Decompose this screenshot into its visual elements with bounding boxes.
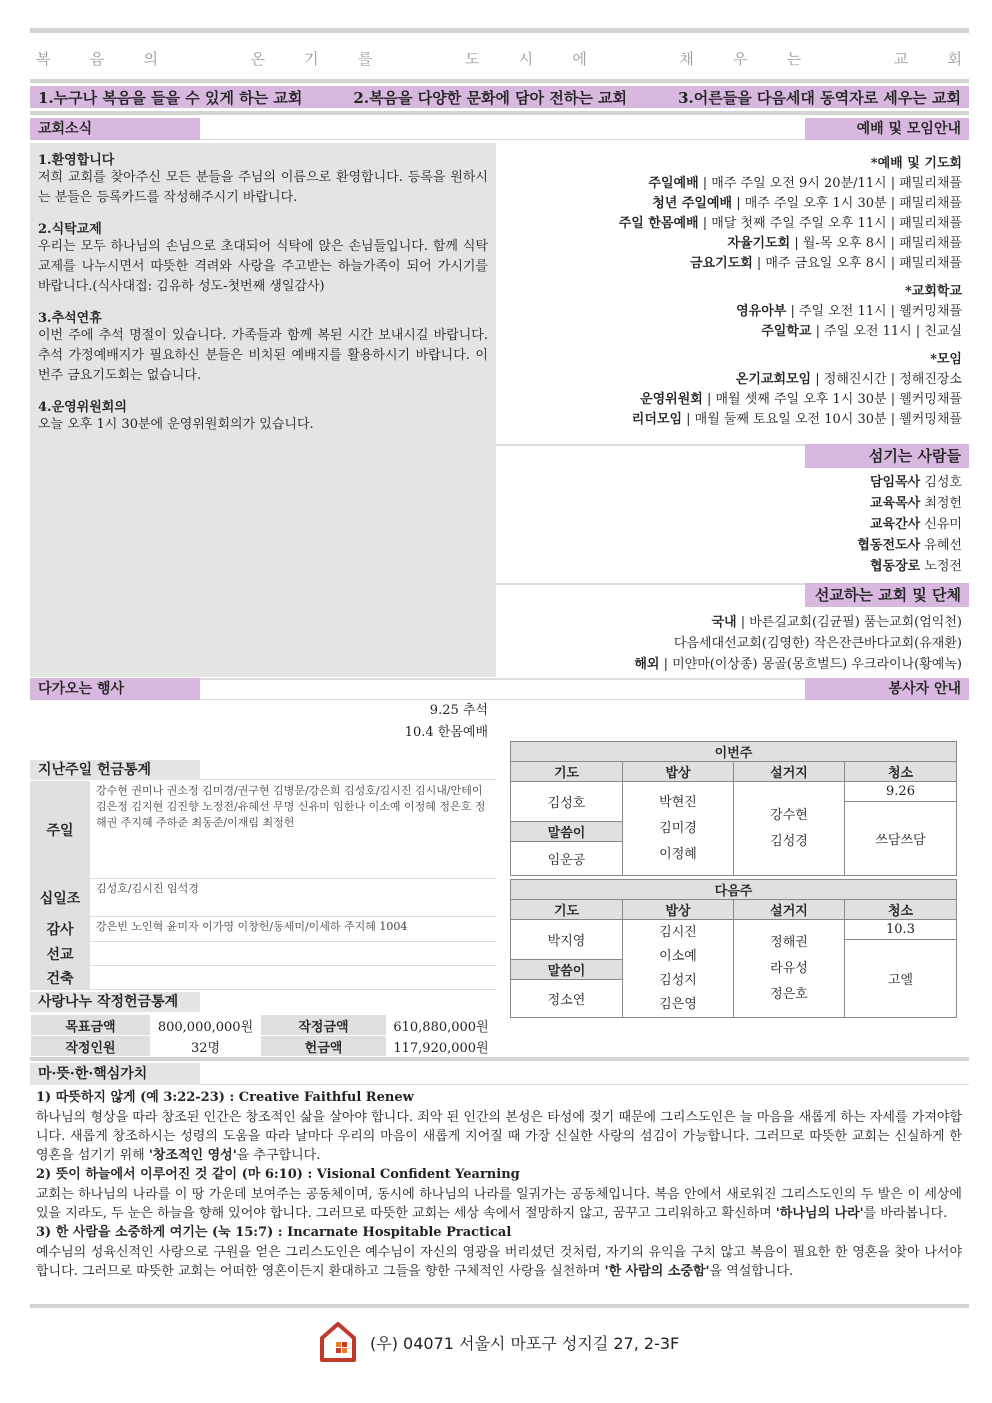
next-week-caption: 다음주 — [511, 880, 957, 900]
missions-title: 선교하는 교회 및 단체 — [805, 583, 969, 607]
col-clean: 청소 — [845, 762, 957, 782]
pledge-title: 사랑나누 작정헌금통계 — [30, 992, 200, 1012]
offering-names: 강수현 권미나 권소정 김미경/권구현 김병문/강은희 김성호/김시진 김시내/안테이 김은정 김지현 김진향 노정전/유혜선 무명 신유미 임한나 이소예 이정혜 정은호 정해권 주지혜 주하준 최동준/이재림 최정헌 — [96, 784, 486, 829]
footer-address: (우) 04071 서울시 마포구 성지길 27, 2-3F — [370, 1334, 680, 1353]
worship-name: 주일 한몸예배 — [618, 216, 699, 231]
mission-bottom-divider — [30, 111, 969, 115]
offering-names — [90, 966, 496, 989]
offering-label: 건축 — [30, 966, 90, 989]
worship-row — [500, 254, 962, 274]
servant-row — [500, 472, 962, 493]
mission-top-divider — [30, 79, 969, 83]
worship-name: 주일학교 — [761, 324, 812, 339]
value-text: 을 역설합니다. — [709, 1264, 794, 1279]
value-body — [36, 1243, 962, 1281]
news-title: 교회소식 — [30, 118, 200, 140]
table-persons: 박현진 김미경 이정혜 — [623, 782, 734, 876]
worship-category: *예배 및 기도회 — [870, 156, 962, 171]
clean-date: 10.3 — [845, 920, 957, 940]
col-dish: 설거지 — [734, 900, 845, 920]
offering-title: 지난주일 헌금통계 — [30, 760, 200, 780]
col-table: 밥상 — [623, 762, 734, 782]
domestic-label: 국내 — [711, 615, 737, 630]
news-item-body: 저희 교회를 찾아주신 모든 분들을 주님의 이름으로 환영합니다. 등록을 원하시는 분들은 등록카드를 작성해주시기 바랍니다. — [38, 170, 488, 205]
value-text: 을 추구합니다. — [236, 1148, 321, 1163]
motto-char: 도 — [464, 50, 482, 68]
events-list — [300, 700, 488, 744]
servant-name: 노정전 — [920, 559, 962, 574]
pledge-current-label: 헌금액 — [261, 1036, 387, 1057]
dish-persons: 강수현 김성경 — [734, 782, 845, 876]
servant-row — [500, 514, 962, 535]
domestic-line-2: 다음세대선교회(김영한) 작은잔큰바다교회(유재환) — [673, 636, 962, 651]
motto-char: 교 — [893, 50, 911, 68]
church-logo-icon — [318, 1320, 358, 1364]
worship-detail: | 주일 오전 11시 | 친교실 — [811, 324, 962, 339]
servant-role: 담임목사 — [869, 475, 921, 490]
col-prayer: 기도 — [511, 762, 623, 782]
value-body — [36, 1185, 962, 1223]
offering-names: 강은빈 노인혁 윤미자 이가영 이창헌/동세미/이세하 주지혜 1004 — [96, 920, 408, 933]
pledge-people-label: 작정인원 — [31, 1036, 151, 1057]
dish-persons: 정해권 라유성 정은호 — [734, 920, 845, 1018]
word-label: 말씀이 — [511, 960, 623, 980]
clean-team: 쓰담쓰담 — [845, 802, 957, 876]
servant-role: 교육목사 — [869, 496, 921, 511]
worship-row — [500, 322, 962, 342]
values-title: 마·뜻·한·핵심가치 — [30, 1063, 200, 1085]
worship-name: 금요기도회 — [689, 256, 753, 271]
offering-row-tithe — [30, 879, 496, 917]
worship-name: 주일예배 — [648, 176, 699, 191]
value-text: 예수님의 성육신적인 사랑으로 구원을 얻은 그리스도인은 예수님이 자신의 영광을 버리셨던 것처럼, 자기의 유익을 구치 않고 복음이 필요한 한 영혼을 찾아 나서야 합니다. 그러므로 따뜻한 교회는 어떠한 영혼이든지 환대하고 그들을 향한 구체적인 사랑을 실천하며 — [36, 1245, 962, 1279]
news-item-body: 우리는 모두 하나님의 손님으로 초대되어 식탁에 앉은 손님들입니다. 함께 식탁교제를 나누시면서 따뜻한 격려와 사랑을 주고받는 하늘가족이 되어 가시기를 바랍니다.(식사대접: 김유하 성도-첫번째 생일감사) — [38, 239, 488, 294]
motto-char: 복 — [36, 50, 53, 68]
col-dish: 설거지 — [734, 762, 845, 782]
word-person: 정소연 — [511, 980, 623, 1018]
news-item-title: 1.환영합니다 — [38, 153, 115, 168]
worship-row — [500, 174, 962, 194]
prayer-person: 김성호 — [511, 782, 623, 822]
table-persons: 김시진 이소예 김성지 김은영 — [623, 920, 734, 1018]
values-bottom-divider — [30, 1304, 969, 1308]
servants-list — [500, 472, 962, 577]
worship-detail: | 매주 금요일 오후 8시 | 패밀리채플 — [752, 256, 962, 271]
mission-2: 2.복음을 다양한 문화에 담아 전하는 교회 — [353, 88, 628, 107]
pledge-pledged-label: 작정금액 — [261, 1015, 387, 1036]
motto-char: 음 — [89, 50, 107, 68]
offering-label: 십일조 — [30, 879, 90, 916]
worship-detail: | 매월 둘째 토요일 오전 10시 30분 | 웰커밍채플 — [682, 412, 962, 427]
servant-row — [500, 535, 962, 556]
servant-row — [500, 556, 962, 577]
worship-row — [500, 302, 962, 322]
worship-row — [500, 234, 962, 254]
offering-row-sunday — [30, 781, 496, 879]
volunteers-this-week — [510, 741, 957, 876]
pledge-table — [30, 1014, 496, 1057]
news-item-body: 이번 주에 추석 명절이 있습니다. 가족들과 함께 복된 시간 보내시길 바랍니다. 추석 가정예배지가 필요하신 분들은 비치된 예배지를 활용하시기 바랍니다. 이번주 금요기도회는 없습니다. — [38, 328, 488, 383]
motto-char: 에 — [572, 50, 589, 68]
overseas-label: 해외 — [634, 657, 660, 672]
motto-char — [412, 48, 428, 69]
mission-1: 1.누구나 복음을 들을 수 있게 하는 교회 — [38, 88, 303, 107]
value-title: 3) 한 사람을 소중하게 여기는 (눅 15:7) : Incarnate Hospitable Practical — [36, 1225, 512, 1240]
motto-char: 는 — [786, 50, 804, 68]
col-prayer: 기도 — [511, 900, 623, 920]
news-item-title: 3.추석연휴 — [38, 311, 102, 326]
offering-row-building — [30, 966, 496, 990]
value-body — [36, 1108, 962, 1165]
values-top-divider — [30, 1057, 969, 1061]
event-item: 9.25 추석 — [429, 703, 488, 718]
worship-list — [500, 154, 962, 430]
prayer-person: 박지영 — [511, 920, 623, 960]
clean-date: 9.26 — [845, 782, 957, 802]
worship-detail: | 매달 첫째 주일 주일 오후 11시 | 패밀리채플 — [698, 216, 962, 231]
missions-list — [500, 612, 962, 675]
volunteers-next-week — [510, 879, 957, 1018]
worship-row — [500, 194, 962, 214]
worship-title: 예배 및 모임안내 — [805, 118, 969, 140]
worship-row — [500, 410, 962, 430]
event-item: 10.4 한몸예배 — [404, 725, 488, 740]
value-emphasis: '창조적인 영성' — [148, 1148, 237, 1163]
pledge-people: 32명 — [151, 1036, 261, 1057]
servant-name: 유혜선 — [920, 538, 962, 553]
worship-detail: | 정해진시간 | 정해진장소 — [811, 372, 962, 387]
worship-name: 온기교회모임 — [735, 372, 812, 387]
news-panel — [30, 143, 496, 677]
overseas-line: | 미얀마(이상종) 몽골(몽흐벌드) 우크라이나(황예녹) — [659, 657, 962, 672]
offering-names: 김성호/김시진 임석경 — [96, 882, 199, 895]
servant-name: 김성호 — [920, 475, 962, 490]
col-table: 밥상 — [623, 900, 734, 920]
servant-row — [500, 493, 962, 514]
worship-row — [500, 390, 962, 410]
news-item-title: 2.식탁교제 — [38, 222, 102, 237]
mission-3: 3.어른들을 다음세대 동역자로 세우는 교회 — [678, 88, 961, 107]
worship-name: 청년 주일예배 — [652, 196, 733, 211]
worship-category: *모임 — [930, 352, 962, 367]
servant-role: 협동장로 — [869, 559, 921, 574]
worship-detail: | 월-목 오후 8시 | 패밀리채플 — [790, 236, 962, 251]
pledge-pledged: 610,880,000원 — [387, 1015, 496, 1036]
motto-char: 시 — [518, 50, 536, 68]
worship-category: *교회학교 — [904, 284, 962, 299]
domestic-line-1: | 바른길교회(김균필) 품는교회(엄익천) — [736, 615, 962, 630]
worship-detail: | 매주 주일 오전 9시 20분/11시 | 패밀리채플 — [698, 176, 962, 191]
worship-row — [500, 370, 962, 390]
servants-title: 섬기는 사람들 — [805, 444, 969, 468]
top-divider — [30, 28, 969, 33]
value-text: 하나님의 형상을 따라 창조된 인간은 창조적인 삶을 살아야 합니다. 죄악 된 인간의 본성은 타성에 젖기 때문에 그리스도인은 늘 마음을 새롭게 하는 자세를 가져야합니다. 새롭게 창조하시는 성령의 도움을 따라 날마다 우리의 마음이 새롭게 지어질 때 가장 신실한 사랑의 섬김이 가능합니다. 그러므로 따뜻한 교회는 신실하게 한 영혼을 섬기기 위해 — [36, 1110, 962, 1163]
value-title: 1) 따뜻하지 않게 (예 3:22-23) : Creative Faithful Renew — [36, 1090, 414, 1105]
worship-name: 운영위원회 — [640, 392, 703, 407]
value-emphasis: '하나님의 나라' — [775, 1206, 864, 1221]
motto-char — [841, 48, 857, 69]
servant-name: 신유미 — [920, 517, 962, 532]
news-item-title: 4.운영위원회의 — [38, 400, 127, 415]
worship-name: 영유아부 — [736, 304, 787, 319]
value-text: 교회는 하나님의 나라를 이 땅 가운데 보여주는 공동체이며, 동시에 하나님의 나라를 일궈가는 공동체입니다. 복음 안에서 새로워진 그리스도인의 두 발은 이 세상에 있을 지라도, 두 눈은 하늘을 향해 있어야 합니다. 그러므로 따뜻한 교회는 세상 속에서 절망하지 않고, 꿈꾸고 그리워하고 확신하며 — [36, 1187, 962, 1221]
motto-char: 의 — [143, 50, 160, 68]
events-title: 다가오는 행사 — [30, 678, 200, 700]
motto-char: 온 — [250, 50, 267, 68]
worship-detail: | 매월 셋째 주일 오후 1시 30분 | 웰커밍채플 — [702, 392, 962, 407]
servant-role: 협동전도사 — [857, 538, 921, 553]
worship-row — [500, 214, 962, 234]
value-title: 2) 뜻이 하늘에서 이루어진 것 같이 (마 6:10) : Visional Confident Yearning — [36, 1167, 520, 1182]
worship-detail: | 매주 주일 오후 1시 30분 | 패밀리채플 — [732, 196, 962, 211]
worship-name: 리더모임 — [631, 412, 683, 427]
value-emphasis: '한 사람의 소중함' — [604, 1264, 710, 1279]
motto — [36, 48, 964, 69]
worship-name: 자율기도회 — [727, 236, 791, 251]
this-week-caption: 이번주 — [511, 742, 957, 762]
word-person: 임운공 — [511, 842, 623, 876]
pledge-current: 117,920,000원 — [387, 1036, 496, 1057]
offering-row-thanks — [30, 917, 496, 942]
offering-label: 선교 — [30, 942, 90, 965]
mission-bar — [30, 86, 969, 108]
offering-names — [90, 942, 496, 965]
offering-label: 주일 — [30, 781, 90, 878]
value-text: 를 바라봅니다. — [863, 1206, 948, 1221]
col-clean: 청소 — [845, 900, 957, 920]
word-label: 말씀이 — [511, 822, 623, 842]
news-item-body: 오늘 오후 1시 30분에 운영위원회의가 있습니다. — [38, 417, 314, 432]
motto-char: 회 — [947, 50, 964, 68]
servant-role: 교육간사 — [869, 517, 921, 532]
pledge-goal-label: 목표금액 — [31, 1015, 151, 1036]
motto-char: 채 — [679, 50, 696, 68]
servant-name: 최정헌 — [920, 496, 962, 511]
offering-table — [30, 781, 496, 990]
motto-char: 기 — [304, 50, 321, 68]
motto-char — [626, 48, 642, 69]
volunteers-title: 봉사자 안내 — [805, 678, 969, 700]
worship-detail: | 주일 오전 11시 | 웰커밍채플 — [786, 304, 962, 319]
offering-row-mission — [30, 942, 496, 966]
motto-char: 우 — [733, 50, 750, 68]
pledge-goal: 800,000,000원 — [151, 1015, 261, 1036]
motto-char — [197, 48, 213, 69]
motto-char: 를 — [357, 50, 375, 68]
clean-team: 고엘 — [845, 940, 957, 1018]
offering-label: 감사 — [30, 917, 90, 941]
values-body — [36, 1088, 962, 1281]
